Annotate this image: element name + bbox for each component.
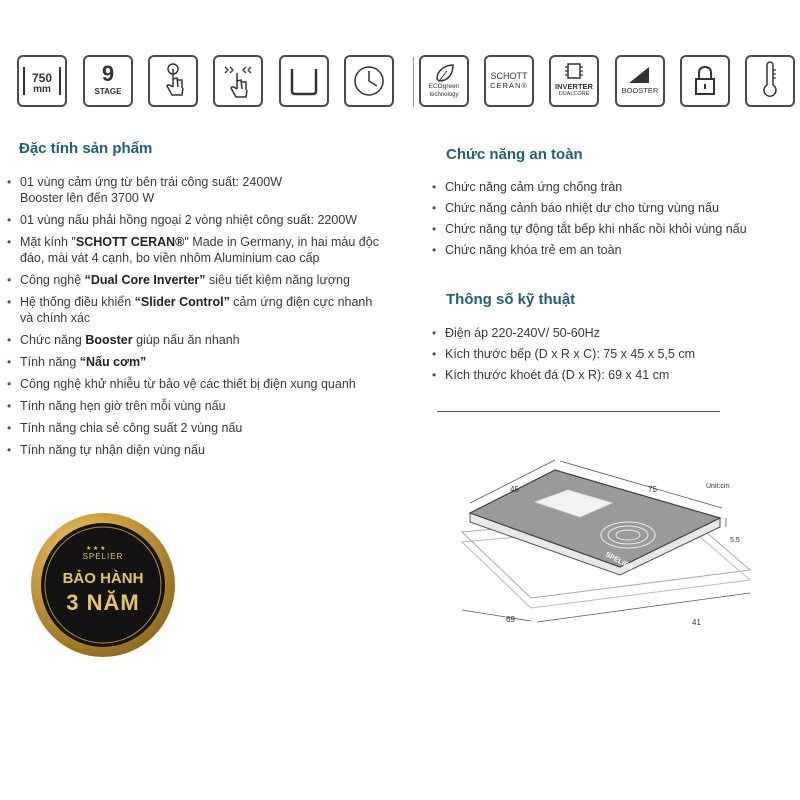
list-item: • Kích thước khoét đá (D x R): 69 x 41 cm xyxy=(432,367,792,383)
badge-brand: SPELIER xyxy=(82,552,124,561)
timer-icon xyxy=(344,55,394,107)
nine-stage-icon xyxy=(83,55,133,107)
badge-line1: BẢO HÀNH xyxy=(62,570,144,587)
list-item: • Tính năng chia sẻ công suất 2 vùng nấu xyxy=(7,420,392,436)
eco-label: ECOgreen xyxy=(428,83,460,90)
list-item: • Điện áp 220-240V/ 50-60Hz xyxy=(432,325,792,341)
section-divider xyxy=(437,411,720,412)
safety-list xyxy=(432,179,792,258)
specs-list xyxy=(432,325,792,383)
list-item: • Tính năng hẹn giờ trên mỗi vùng nấu xyxy=(7,398,392,414)
list-item: • Công nghệ “Dual Core Inverter” siêu tiết kiệm năng lượng xyxy=(7,272,392,288)
specs-title: Thông số kỹ thuật xyxy=(446,291,576,308)
list-item: • 01 vùng nấu phải hồng ngoại 2 vòng nhiệt công suất: 2200W xyxy=(7,212,392,228)
eco-green-icon xyxy=(419,55,469,107)
schott-label: SCHOTT xyxy=(490,71,528,81)
badge-line2: 3 NĂM xyxy=(66,590,140,615)
dim-cut-length: 69 xyxy=(506,615,515,624)
size-750mm-icon xyxy=(17,55,67,107)
list-item: • Kích thước bếp (D x R x C): 75 x 45 x 5,5 cm xyxy=(432,346,792,362)
eco-sub-label: technology xyxy=(429,92,459,98)
dimension-drawing xyxy=(400,455,780,655)
booster-label: BOOSTER xyxy=(621,86,659,95)
hob-logo: SPELIER xyxy=(604,551,634,572)
warranty-badge xyxy=(28,510,178,660)
list-item: • Hệ thống điều khiển “Slider Control” cảm ứng điện cực nhanh và chính xác xyxy=(7,294,392,326)
feature-icon-row xyxy=(17,55,797,111)
stage-label: STAGE xyxy=(94,87,122,96)
list-item: • Chức năng cảm ứng chống tràn xyxy=(432,179,792,195)
child-lock-icon xyxy=(680,55,730,107)
list-item: • Chức năng cảnh báo nhiệt dư cho từng vùng nấu xyxy=(432,200,792,216)
slider-control-icon xyxy=(213,55,263,107)
touch-control-icon xyxy=(148,55,198,107)
dim-height: 5.5 xyxy=(730,537,740,544)
cookware-icon xyxy=(279,55,329,107)
svg-text:★ ★ ★: ★ ★ ★ xyxy=(86,546,106,552)
size-value: 750 xyxy=(31,71,53,85)
list-item: • Công nghệ khử nhiễu từ bảo vệ các thiết bị điện xung quanh xyxy=(7,376,392,392)
list-item: • Chức năng khóa trẻ em an toàn xyxy=(432,242,792,258)
inverter-label: INVERTER xyxy=(555,82,593,91)
booster-icon xyxy=(615,55,665,107)
features-title: Đặc tính sản phẩm xyxy=(19,140,153,157)
list-item: • Tính năng tự nhận diện vùng nấu xyxy=(7,442,392,458)
inverter-chip-icon xyxy=(549,55,599,107)
dim-width: 45 xyxy=(510,485,519,494)
list-item: • Mặt kính "SCHOTT CERAN®" Made in Germany, in hai màu độc đáo, mài vát 4 cạnh, bo viền nhôm Aluminium cao cấp xyxy=(7,234,392,266)
dualcore-label: DUALCORE xyxy=(558,91,590,97)
list-item: • Chức năng Booster giúp nấu ăn nhanh xyxy=(7,332,392,348)
features-list xyxy=(7,174,392,458)
list-item: • Tính năng “Nấu cơm” xyxy=(7,354,392,370)
list-item: • 01 vùng cảm ứng từ bên trái công suất: 2400W Booster lên đến 3700 W xyxy=(7,174,392,206)
dim-length: 75 xyxy=(648,485,657,494)
thermometer-icon xyxy=(745,55,795,107)
stage-number: 9 xyxy=(101,61,115,86)
ceran-label: CERAN® xyxy=(490,81,528,90)
size-unit: mm xyxy=(33,84,51,95)
dim-cut-width: 41 xyxy=(692,618,701,627)
icon-divider xyxy=(413,57,414,107)
unit-label: Unit:cm xyxy=(706,483,730,490)
list-item: • Chức năng tự động tắt bếp khi nhấc nồi khỏi vùng nấu xyxy=(432,221,792,237)
safety-title: Chức năng an toàn xyxy=(446,146,583,163)
schott-ceran-icon xyxy=(484,55,534,107)
